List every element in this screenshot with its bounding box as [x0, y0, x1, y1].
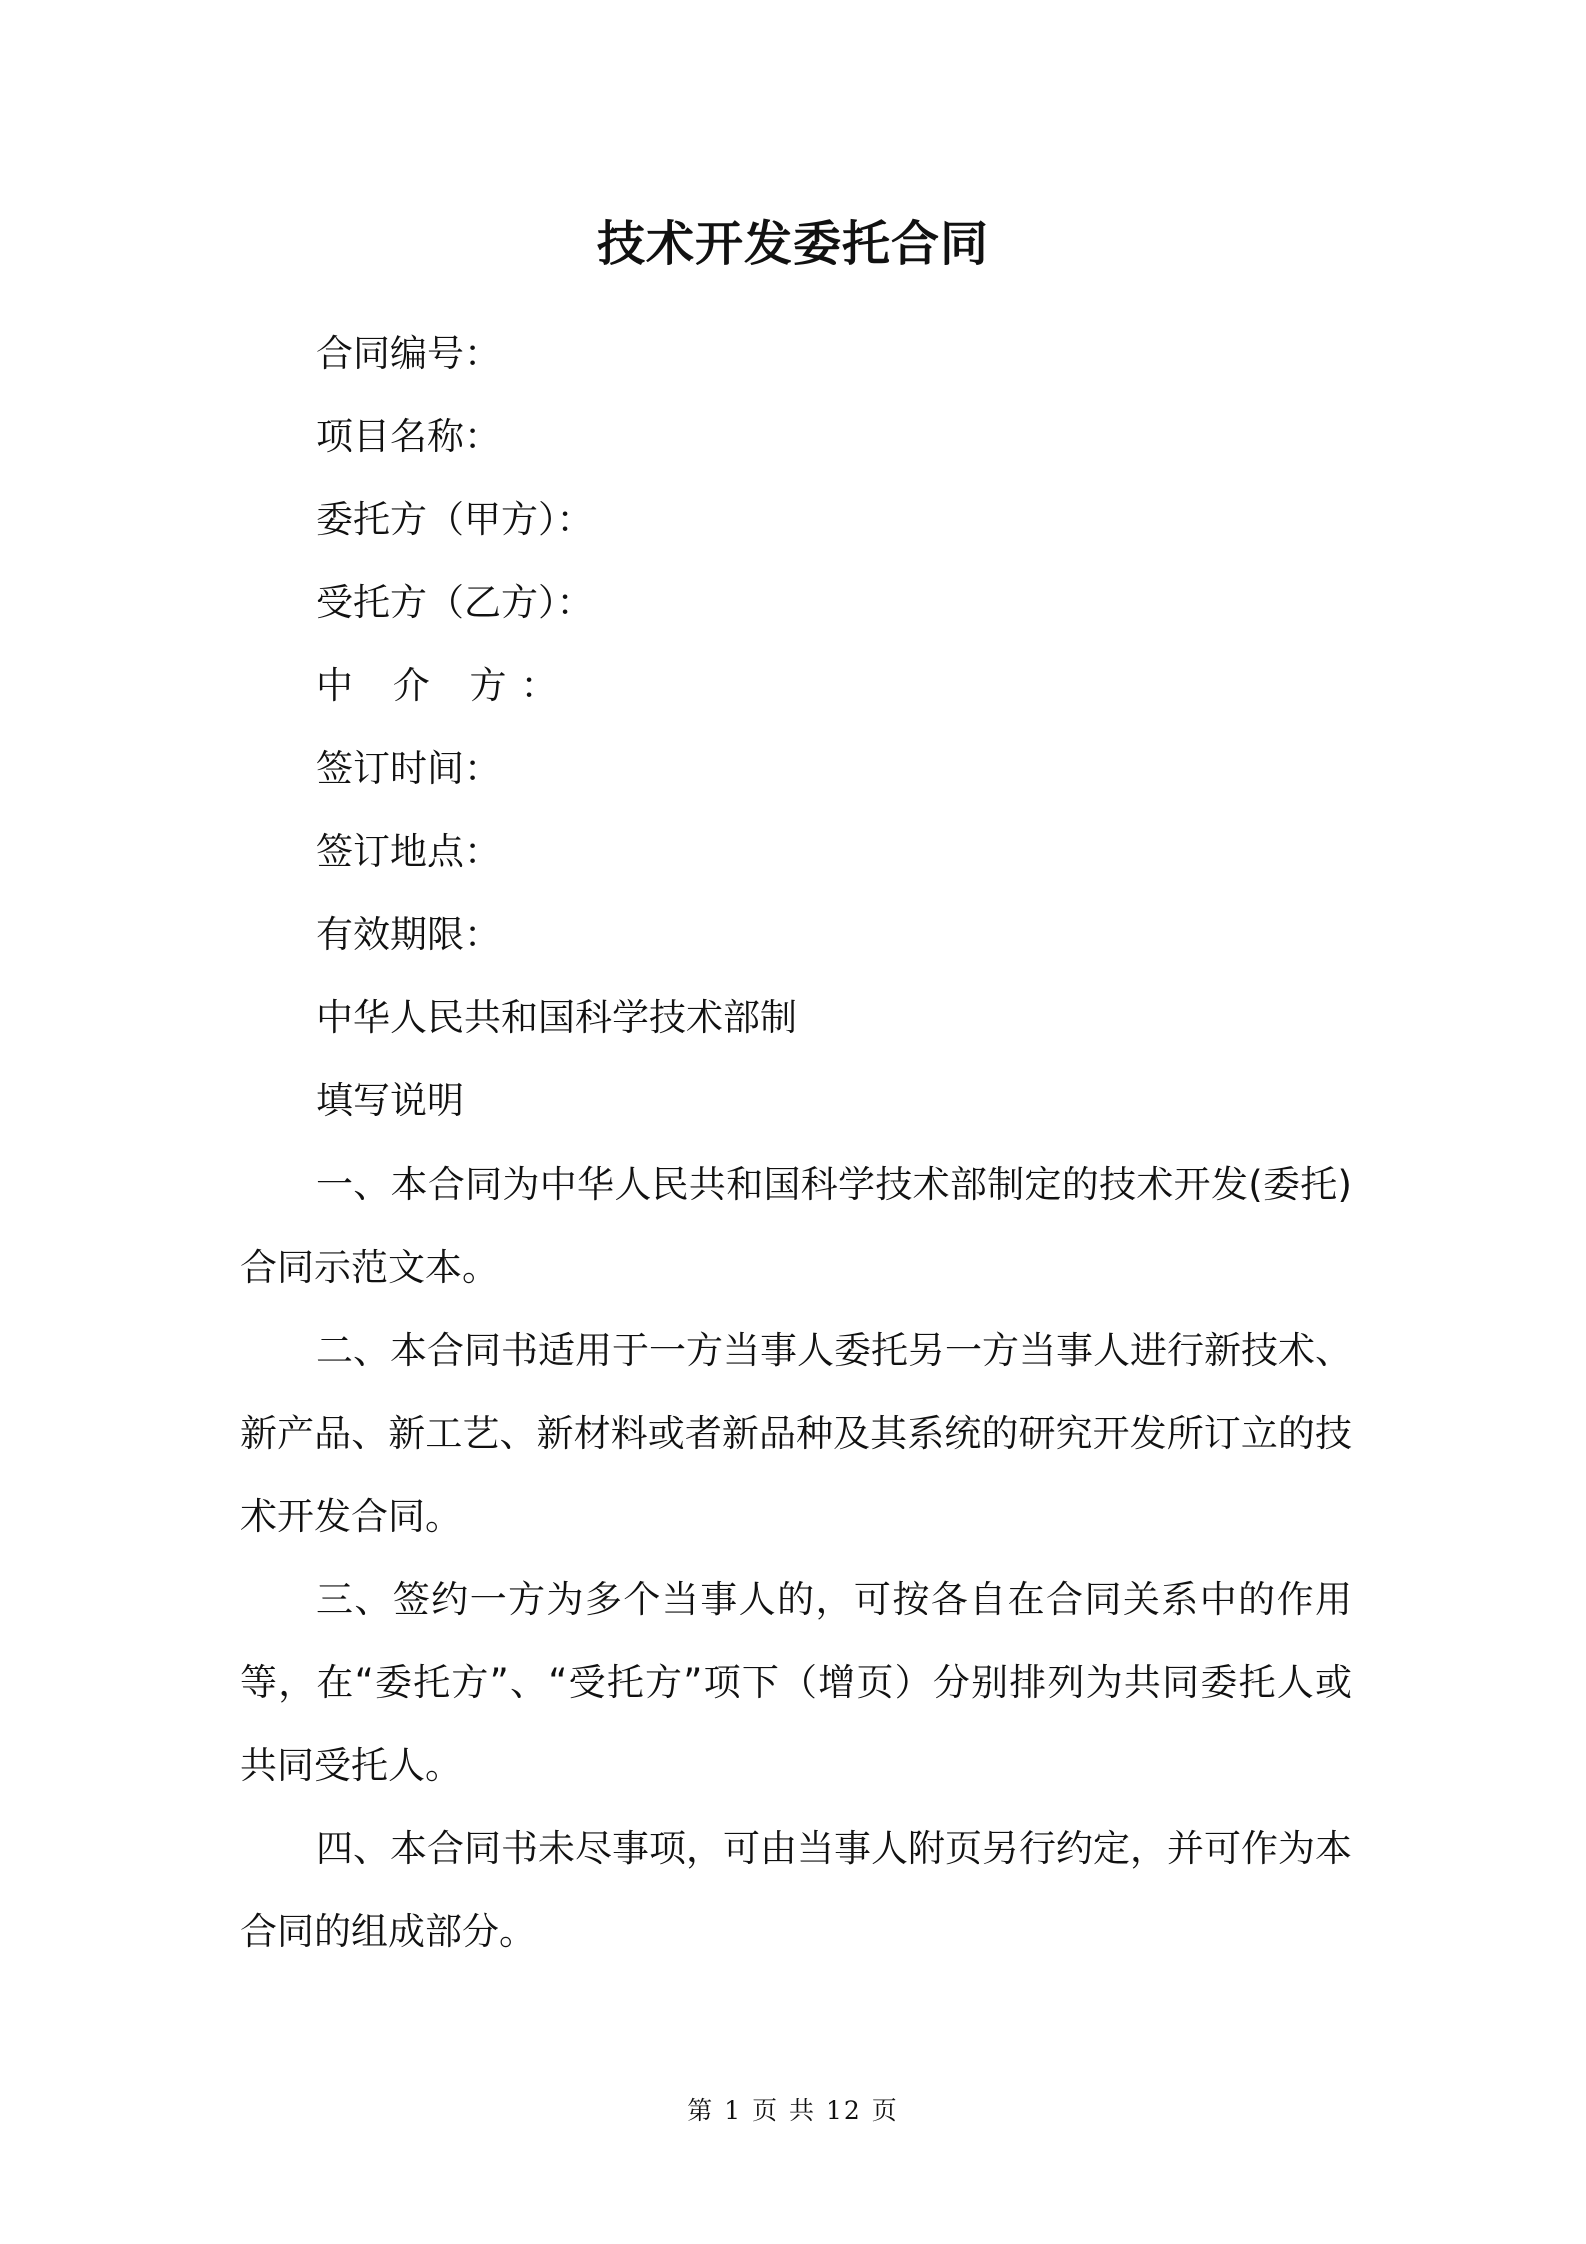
- instruction-paragraph-1: 一、本合同为中华人民共和国科学技术部制定的技术开发(委托)合同示范文本。: [240, 1163, 1352, 1289]
- instructions-heading: 填写说明: [316, 1079, 464, 1122]
- issuer-line: 中华人民共和国科学技术部制: [316, 996, 797, 1039]
- instruction-paragraph-4: 四、本合同书未尽事项，可由当事人附页另行约定，并可作为本合同的组成部分。: [240, 1827, 1352, 1953]
- field-trustee-party-b: 受托方（乙方）：: [316, 581, 594, 624]
- document-title: 技术开发委托合同: [596, 216, 989, 272]
- field-principal-party-a: 委托方（甲方）：: [316, 498, 594, 541]
- instruction-paragraph-2: 二、本合同书适用于一方当事人委托另一方当事人进行新技术、新产品、新工艺、新材料或者新品种及其系统的研究开发所订立的技术开发合同。: [240, 1329, 1352, 1538]
- instruction-paragraph-3: 三、签约一方为多个当事人的，可按各自在合同关系中的作用等，在“委托方”、“受托方”项下（增页）分别排列为共同委托人或共同受托人。: [240, 1578, 1352, 1787]
- field-validity-period: 有效期限：: [316, 913, 501, 956]
- field-intermediary: 中 介 方：: [316, 664, 572, 707]
- field-signing-time: 签订时间：: [316, 747, 501, 790]
- field-project-name: 项目名称：: [316, 415, 501, 458]
- page-footer: 第 1 页 共 12 页: [687, 2096, 899, 2125]
- field-signing-place: 签订地点：: [316, 830, 501, 873]
- field-contract-number: 合同编号：: [316, 332, 501, 375]
